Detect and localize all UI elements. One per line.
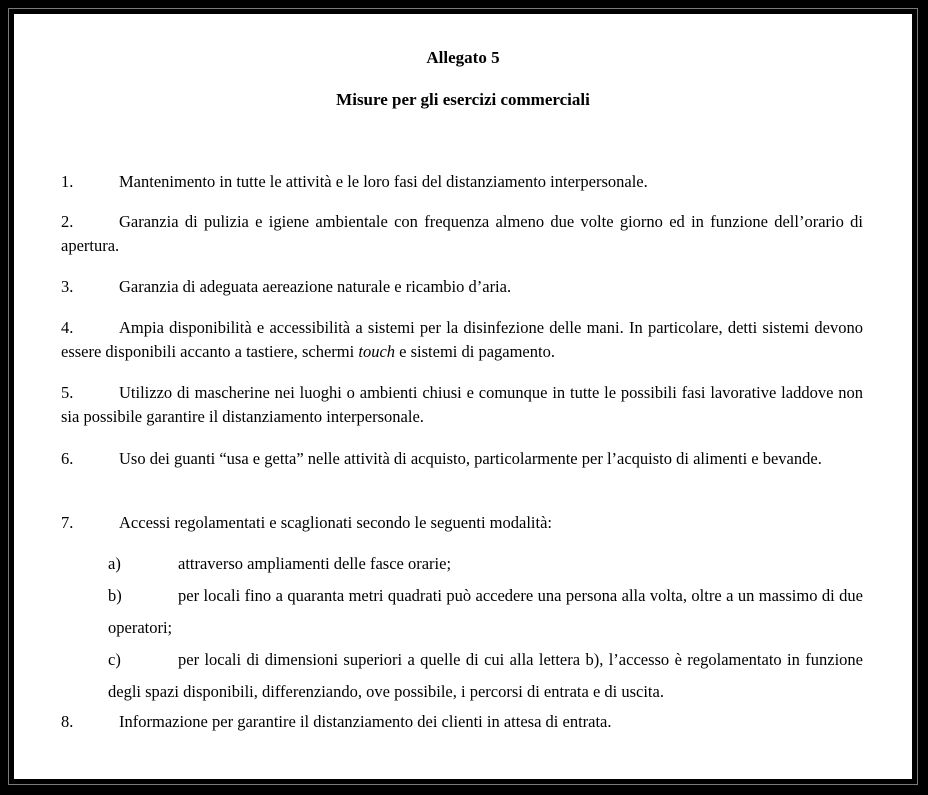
item-text: Mantenimento in tutte le attività e le loro fasi del distanziamento interpersonale. [119,172,648,191]
item-text-italic: touch [358,342,396,361]
sub-list-item [108,644,863,708]
subitem-letter: c) [108,650,121,669]
item-number: 1. [61,172,74,191]
item-number: 8. [61,712,74,731]
list-item [61,511,863,535]
sub-list-item [108,580,863,644]
item-number: 7. [61,513,74,532]
item-text: Uso dei guanti “usa e getta” nelle attività di acquisto, particolarmente per l’acquisto di alimenti e bevande. [119,449,822,468]
item-text: Informazione per garantire il distanziamento dei clienti in attesa di entrata. [119,712,612,731]
subitem-text: per locali fino a quaranta metri quadrati può accedere una persona alla volta, oltre a un massimo di due operatori; [108,586,863,637]
document-title: Allegato 5 [426,48,500,67]
list-item [61,447,863,471]
item-text: Utilizzo di mascherine nei luoghi o ambienti chiusi e comunque in tutte le possibili fasi lavorative laddove non sia possibile garantire il distanziamento interpersonale. [61,383,863,426]
document-page [14,14,912,779]
list-item [61,316,863,364]
subitem-letter: b) [108,586,122,605]
list-item [61,710,863,734]
item-number: 4. [61,318,74,337]
sub-list-item [108,548,863,580]
list-item [61,170,863,194]
item-number: 5. [61,383,74,402]
item-number: 3. [61,277,74,296]
item-text: Ampia disponibilità e accessibilità a sistemi per la disinfezione delle mani. In particolare, detti sistemi devono essere disponibili accanto a tastiere, schermi touch e sistemi di pagamento. [61,318,863,361]
item-text: Accessi regolamentati e scaglionati secondo le seguenti modalità: [119,513,552,532]
list-item [61,210,863,258]
item-number: 6. [61,449,74,468]
item-text: Garanzia di adeguata aereazione naturale e ricambio d’aria. [119,277,512,296]
list-item [61,381,863,429]
subitem-letter: a) [108,554,121,573]
list-item [61,275,863,299]
subitem-text: per locali di dimensioni superiori a quelle di cui alla lettera b), l’accesso è regolamentato in funzione degli spazi disponibili, differenziando, ove possibile, i percorsi di entrata e di uscita. [108,650,863,701]
subitem-text: attraverso ampliamenti delle fasce orarie; [178,554,452,573]
item-text: Garanzia di pulizia e igiene ambientale con frequenza almeno due volte giorno ed in funzione dell’orario di apertura. [61,212,863,255]
document-subtitle: Misure per gli esercizi commerciali [336,90,590,109]
item-number: 2. [61,212,74,231]
